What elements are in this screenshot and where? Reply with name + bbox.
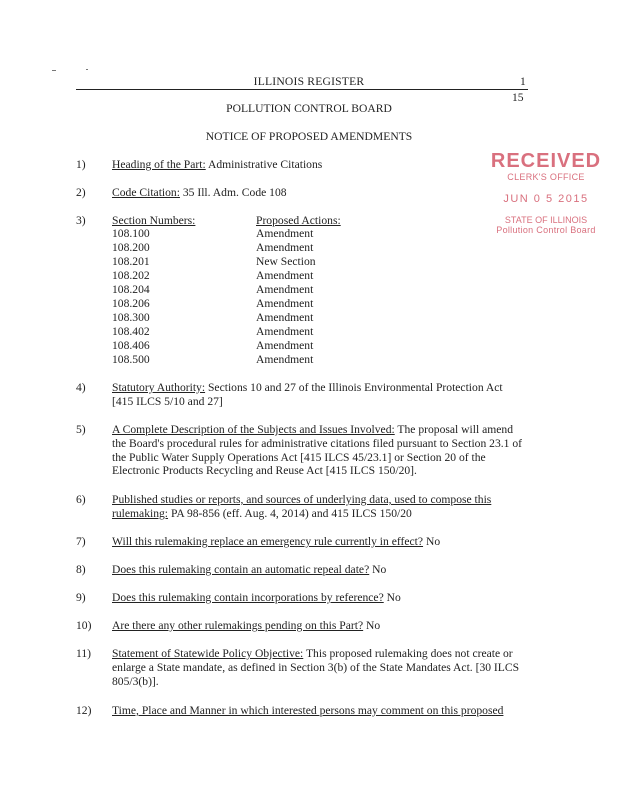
section-number: 108.100 (112, 227, 150, 240)
section-number: 108.402 (112, 325, 150, 338)
item-label: rulemaking: (112, 506, 169, 520)
item-text: No (425, 535, 441, 548)
section-numbers-header: Section Numbers: (112, 214, 196, 227)
item-text: 805/3(b)]. (112, 674, 159, 688)
item-statutory-authority (112, 381, 532, 409)
item-number: 9) (76, 591, 86, 604)
item-number: 7) (76, 535, 86, 548)
item-label: A Complete Description of the Subjects and Issues Involved: (112, 423, 395, 436)
item-number: 2) (76, 186, 86, 199)
item-number: 5) (76, 423, 86, 436)
item-code-citation (112, 186, 532, 200)
scan-speck (86, 69, 88, 70)
item-label: Does this rulemaking contain an automatic repeal date? (112, 563, 370, 576)
section-number: 108.500 (112, 353, 150, 366)
stamp-received: RECEIVED (490, 150, 602, 172)
scan-speck (52, 70, 56, 71)
proposed-actions-header: Proposed Actions: (256, 214, 341, 227)
section-number: 108.202 (112, 269, 150, 282)
stamp-office: CLERK'S OFFICE (507, 172, 585, 182)
register-title: ILLINOIS REGISTER (253, 75, 365, 88)
section-action: Amendment (256, 269, 314, 282)
item-emergency-rule (112, 535, 532, 549)
item-text: Administrative Citations (207, 158, 323, 171)
page-number-a: 1 (520, 75, 526, 88)
item-text: PA 98-856 (eff. Aug. 4, 2014) and 415 ILCS 150/20 (170, 506, 412, 520)
item-label: Are there any other rulemakings pending on this Part? (112, 619, 364, 632)
item-number: 1) (76, 158, 86, 171)
stamp-date: JUN 0 5 2015 (503, 193, 589, 205)
item-number: 6) (76, 493, 86, 506)
item-text: enlarge a State mandate, as defined in Section 3(b) of the State Mandates Act. [30 ILCS (112, 660, 520, 674)
item-number: 4) (76, 381, 86, 394)
item-text: [415 ILCS 5/10 and 27] (112, 394, 223, 408)
section-number: 108.300 (112, 311, 150, 324)
item-description (112, 423, 542, 478)
item-policy-objective (112, 647, 542, 688)
item-number: 8) (76, 563, 86, 576)
item-label: Code Citation: (112, 186, 180, 199)
item-label: Does this rulemaking contain incorporations by reference? (112, 591, 384, 604)
item-text: No (372, 563, 387, 576)
item-label: Time, Place and Manner in which interested persons may comment on this proposed (112, 704, 504, 717)
item-number: 12) (76, 704, 92, 717)
stamp-state: STATE OF ILLINOIS (504, 215, 588, 225)
page-number-b: 15 (512, 91, 524, 104)
section-number: 108.201 (112, 255, 150, 268)
item-label: Published studies or reports, and sources of underlying data, used to compose this (112, 493, 492, 506)
section-number: 108.204 (112, 283, 150, 296)
agency-title: POLLUTION CONTROL BOARD (226, 102, 392, 115)
section-action: Amendment (256, 241, 314, 254)
section-action: New Section (256, 255, 316, 268)
section-action: Amendment (256, 353, 314, 366)
stamp-board: Pollution Control Board (496, 225, 596, 235)
item-text: This proposed rulemaking does not create or (305, 647, 513, 660)
item-number: 3) (76, 214, 86, 227)
item-incorporations (112, 591, 532, 605)
item-repeal-date (112, 563, 532, 577)
item-number: 11) (76, 647, 92, 660)
section-action: Amendment (256, 311, 314, 324)
item-number: 10) (76, 619, 92, 632)
section-number: 108.200 (112, 241, 150, 254)
item-text: The proposal will amend (397, 423, 514, 436)
item-published-studies (112, 493, 532, 521)
item-label: Heading of the Part: (112, 158, 206, 171)
item-pending-rulemakings (112, 619, 532, 633)
section-action: Amendment (256, 325, 314, 338)
item-text: Sections 10 and 27 of the Illinois Environmental Protection Act (207, 381, 503, 394)
header-rule (76, 89, 528, 90)
item-text: No (366, 619, 381, 632)
section-action: Amendment (256, 297, 314, 310)
item-label: Statutory Authority: (112, 381, 206, 394)
item-text: No (386, 591, 401, 604)
section-number: 108.406 (112, 339, 150, 352)
item-text: the Public Water Supply Operations Act [415 ILCS 45/23.1] or Section 20 of the (112, 450, 486, 464)
section-action: Amendment (256, 283, 314, 296)
item-text: Electronic Products Recycling and Reuse Act [415 ILCS 150/20]. (112, 464, 417, 478)
section-action: Amendment (256, 227, 314, 240)
section-action: Amendment (256, 339, 314, 352)
item-text: 35 Ill. Adm. Code 108 (182, 186, 287, 199)
notice-title: NOTICE OF PROPOSED AMENDMENTS (205, 130, 413, 143)
item-heading (112, 158, 532, 172)
item-text: the Board's procedural rules for administrative citations filed pursuant to Section 23.1 of (112, 436, 523, 450)
item-label: Statement of Statewide Policy Objective: (112, 647, 304, 660)
item-label: Will this rulemaking replace an emergency rule currently in effect? (112, 535, 424, 548)
item-comments (112, 704, 532, 718)
section-number: 108.206 (112, 297, 150, 310)
